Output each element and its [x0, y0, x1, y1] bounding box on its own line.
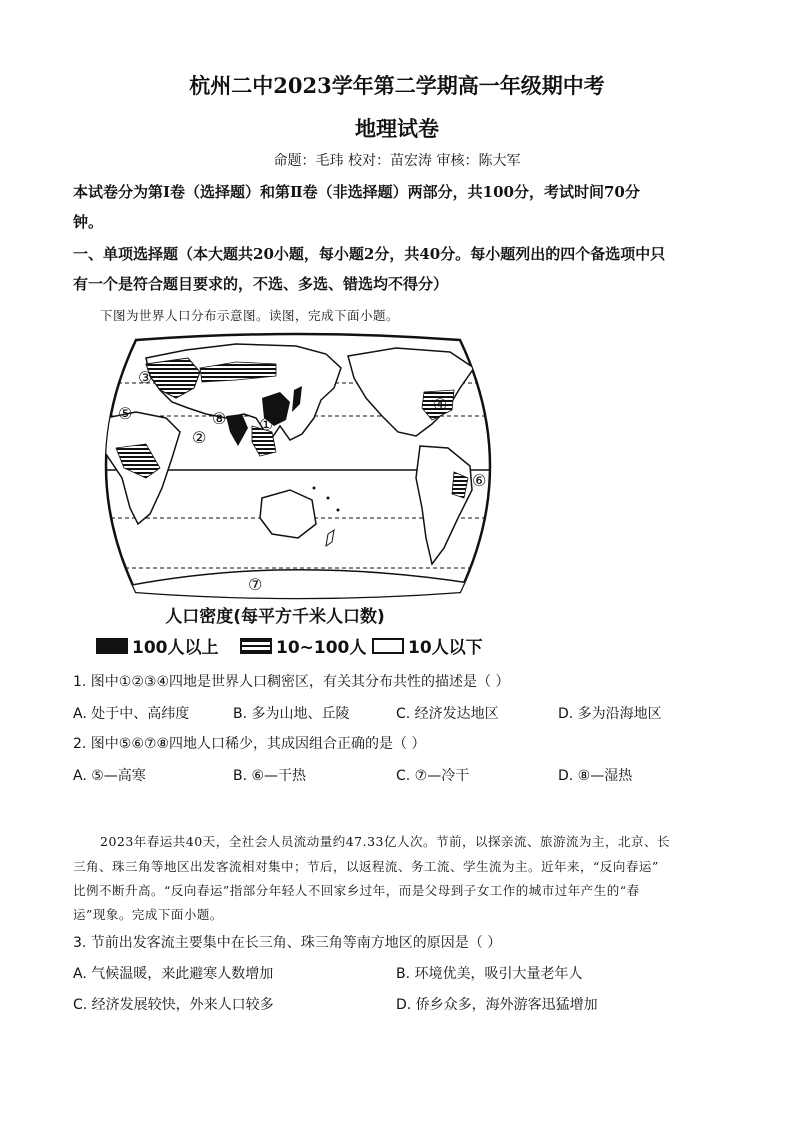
question-3-option-b: B. 环境优美，吸引大量老年人 [396, 966, 583, 982]
passage-line-4: 运”现象。完成下面小题。 [73, 907, 223, 922]
passage-line-1: 2023年春运共40天，全社会人员流动量约47.33亿人次。节前，以探亲流、旅游流为主，北京、长 [100, 834, 671, 849]
map-label-1: ① [259, 415, 274, 434]
legend-medium [240, 633, 366, 658]
question-2-option-c: C. ⑦—冷干 [396, 768, 470, 784]
section1-line-1: 一、单项选择题（本大题共20小题，每小题2分，共40分。每小题列出的四个备选项中只 [73, 245, 666, 263]
map-label-4: ④ [433, 395, 448, 414]
passage-line-2: 三角、珠三角等地区出发客流相对集中；节后，以返程流、务工流、学生流为主。近年来，“反向春运” [73, 859, 659, 874]
legend-medium-label: 10~100人 [276, 638, 367, 658]
question-1-option-b: B. 多为山地、丘陵 [233, 706, 350, 722]
section1-line-2: 有一个是符合题目要求的，不选、多选、错选均不得分） [73, 275, 449, 293]
legend-dense-label: 100人以上 [132, 638, 219, 658]
question-2-stem: 2. 图中⑤⑥⑦⑧四地人口稀少，其成因组合正确的是（ ） [73, 736, 426, 752]
question-3-stem: 3. 节前出发客流主要集中在长三角、珠三角等南方地区的原因是（ ） [73, 935, 502, 951]
legend-dense-swatch [96, 638, 128, 654]
exam-subtitle: 地理试卷 [355, 116, 439, 141]
pacific-island [313, 487, 316, 490]
map-label-8: ⑧ [212, 409, 227, 428]
intro-line-1: 本试卷分为第Ⅰ卷（选择题）和第Ⅱ卷（非选择题）两部分，共100分，考试时间70分 [73, 183, 640, 201]
pacific-island [327, 497, 330, 500]
question-2-option-d: D. ⑧—湿热 [558, 768, 633, 784]
question-3-option-a: A. 气候温暖，来此避寒人数增加 [73, 966, 274, 982]
legend-sparse [372, 633, 483, 658]
map-label-7: ⑦ [248, 575, 263, 594]
intro-line-2: 钟。 [73, 213, 104, 231]
question-3-option-d: D. 侨乡众多，海外游客迅猛增加 [396, 997, 598, 1013]
legend-sparse-swatch [372, 638, 404, 654]
map-label-5: ⑤ [118, 404, 133, 423]
pacific-island [337, 509, 340, 512]
exam-title: 杭州二中2023学年第二学期高一年级期中考 [189, 73, 605, 98]
question-1-option-a: A. 处于中、高纬度 [73, 706, 190, 722]
question-3-option-c: C. 经济发展较快，外来人口较多 [73, 997, 274, 1013]
map-label-6: ⑥ [472, 471, 487, 490]
question-2-option-a: A. ⑤—高寒 [73, 768, 146, 784]
map-caption: 人口密度(每平方千米人口数) [165, 607, 385, 627]
map-label-2: ② [192, 428, 207, 447]
map-legend [96, 633, 616, 659]
map-intro: 下图为世界人口分布示意图。读图，完成下面小题。 [100, 308, 400, 323]
legend-medium-swatch [240, 638, 272, 654]
question-1-option-c: C. 经济发达地区 [396, 706, 499, 722]
passage-line-3: 比例不断升高。“反向春运”指部分年轻人不回家乡过年，而是父母到子女工作的城市过年产生的“春 [73, 883, 640, 898]
legend-sparse-label: 10人以下 [408, 638, 483, 658]
legend-dense [96, 633, 219, 658]
question-1-option-d: D. 多为沿海地区 [558, 706, 662, 722]
question-1-stem: 1. 图中①②③④四地是世界人口稠密区，有关其分布共性的描述是（ ） [73, 674, 510, 690]
world-population-map [76, 328, 520, 604]
map-label-3: ③ [138, 368, 153, 387]
authors-line: 命题：毛玮 校对：苗宏涛 审核：陈大军 [273, 153, 521, 169]
question-2-option-b: B. ⑥—干热 [233, 768, 307, 784]
